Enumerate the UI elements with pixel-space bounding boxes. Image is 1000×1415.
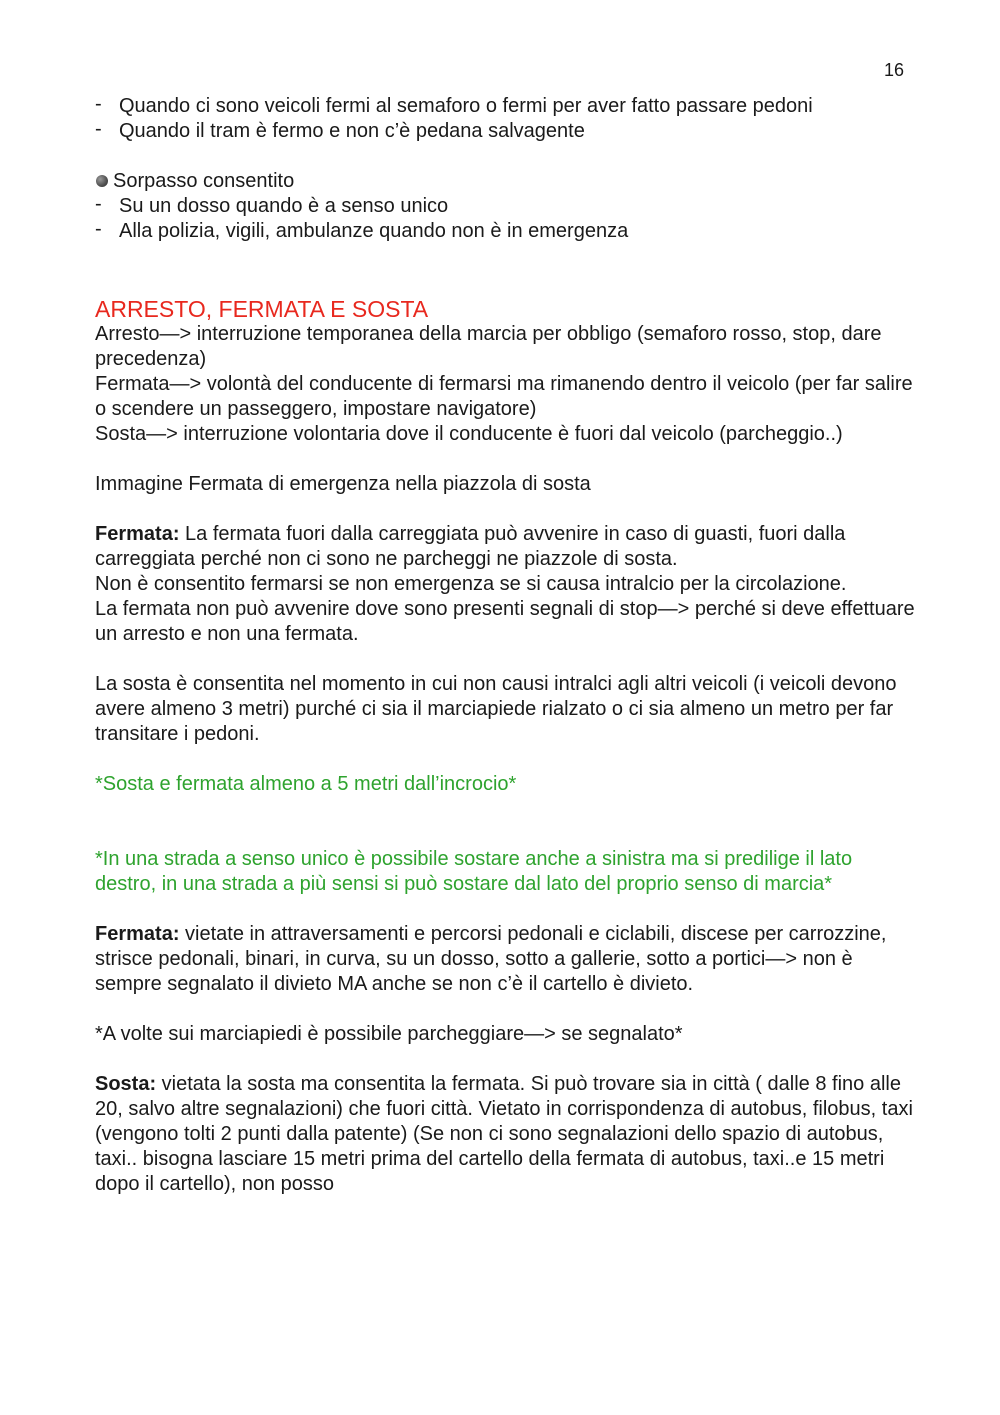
sorpasso-heading <box>95 169 915 194</box>
dash-bullet-icon: - <box>95 118 102 140</box>
list-item <box>95 94 915 119</box>
fermata-paragraph <box>95 522 915 572</box>
fermata-divieti-paragraph <box>95 922 915 997</box>
sosta-label: Sosta: <box>95 1073 157 1095</box>
fermata-intralcio-text: Non è consentito fermarsi se non emergenza se si causa intralcio per la circolazione. <box>95 573 847 595</box>
definition-sosta: Sosta—> interruzione volontaria dove il conducente è fuori dal veicolo (parcheggio..) <box>95 423 843 445</box>
sorpasso-label: Sorpasso consentito <box>113 170 295 192</box>
round-bullet-icon <box>96 175 108 187</box>
sosta-text: vietata la sosta ma consentita la fermata. Si può trovare sia in città ( dalle 8 fino alle 20, salvo altre segnalazioni) che fuori città. Vietato in corrispondenza di autobus, filobus, taxi (vengono tolti 2 punti dalla patente) (Se non ci sono segnalazioni dello spazio di autobus, taxi.. bisogna lasciare 15 metri prima del cartello della fermata di autobus, taxi..e 15 metri dopo il cartello), non posso <box>95 1073 913 1195</box>
page-number: 16 <box>883 60 904 80</box>
list-item <box>95 194 915 219</box>
list-item-text: Quando ci sono veicoli fermi al semaforo o fermi per aver fatto passare pedoni <box>119 95 813 117</box>
document-body <box>95 94 915 1197</box>
list-item-text: Quando il tram è fermo e non c’è pedana salvagente <box>119 120 585 142</box>
section-title: ARRESTO, FERMATA E SOSTA <box>95 296 429 322</box>
list-item-text: Su un dosso quando è a senso unico <box>119 195 449 217</box>
dash-bullet-icon: - <box>95 218 102 240</box>
list-item <box>95 119 915 144</box>
sosta-paragraph <box>95 1072 915 1197</box>
list-item <box>95 219 915 244</box>
fermata-divieti-label: Fermata: <box>95 923 180 945</box>
marciapiedi-note: *A volte sui marciapiedi è possibile parcheggiare—> se segnalato* <box>95 1023 683 1045</box>
dash-bullet-icon: - <box>95 93 102 115</box>
green-note-senso-unico: *In una strada a senso unico è possibile sostare anche a sinistra ma si predilige il lato destro, in una strada a più sensi si può sostare dal lato del proprio senso di marcia* <box>95 848 853 895</box>
sosta-consentita-paragraph: La sosta è consentita nel momento in cui non causi intralci agli altri veicoli (i veicoli devono avere almeno 3 metri) purché ci sia il marciapiede rialzato o ci sia almeno un metro per far transitare i pedoni. <box>95 673 897 745</box>
fermata-divieti-text: vietate in attraversamenti e percorsi pedonali e ciclabili, discese per carrozzine, strisce pedonali, binari, in curva, su un dosso, sotto a gallerie, sotto a portici—> non è sempre segnalato il divieto MA anche se non c’è il cartello è divieto. <box>95 923 887 995</box>
fermata-label: Fermata: <box>95 523 180 545</box>
fermata-stop-text: La fermata non può avvenire dove sono presenti segnali di stop—> perché si deve effettuare un arresto e non una fermata. <box>95 598 915 645</box>
green-note-incrocio: *Sosta e fermata almeno a 5 metri dall’incrocio* <box>95 773 517 795</box>
dash-bullet-icon: - <box>95 193 102 215</box>
list-item-text: Alla polizia, vigili, ambulanze quando non è in emergenza <box>119 220 629 242</box>
definition-arresto: Arresto—> interruzione temporanea della marcia per obbligo (semaforo rosso, stop, dare precedenza) <box>95 323 882 370</box>
definition-fermata: Fermata—> volontà del conducente di fermarsi ma rimanendo dentro il veicolo (per far salire o scendere un passeggero, impostare navigatore) <box>95 373 913 420</box>
image-caption: Immagine Fermata di emergenza nella piazzola di sosta <box>95 473 591 495</box>
fermata-text: La fermata fuori dalla carreggiata può avvenire in caso di guasti, fuori dalla carreggiata perché non ci sono ne parcheggi ne piazzole di sosta. <box>95 523 846 570</box>
